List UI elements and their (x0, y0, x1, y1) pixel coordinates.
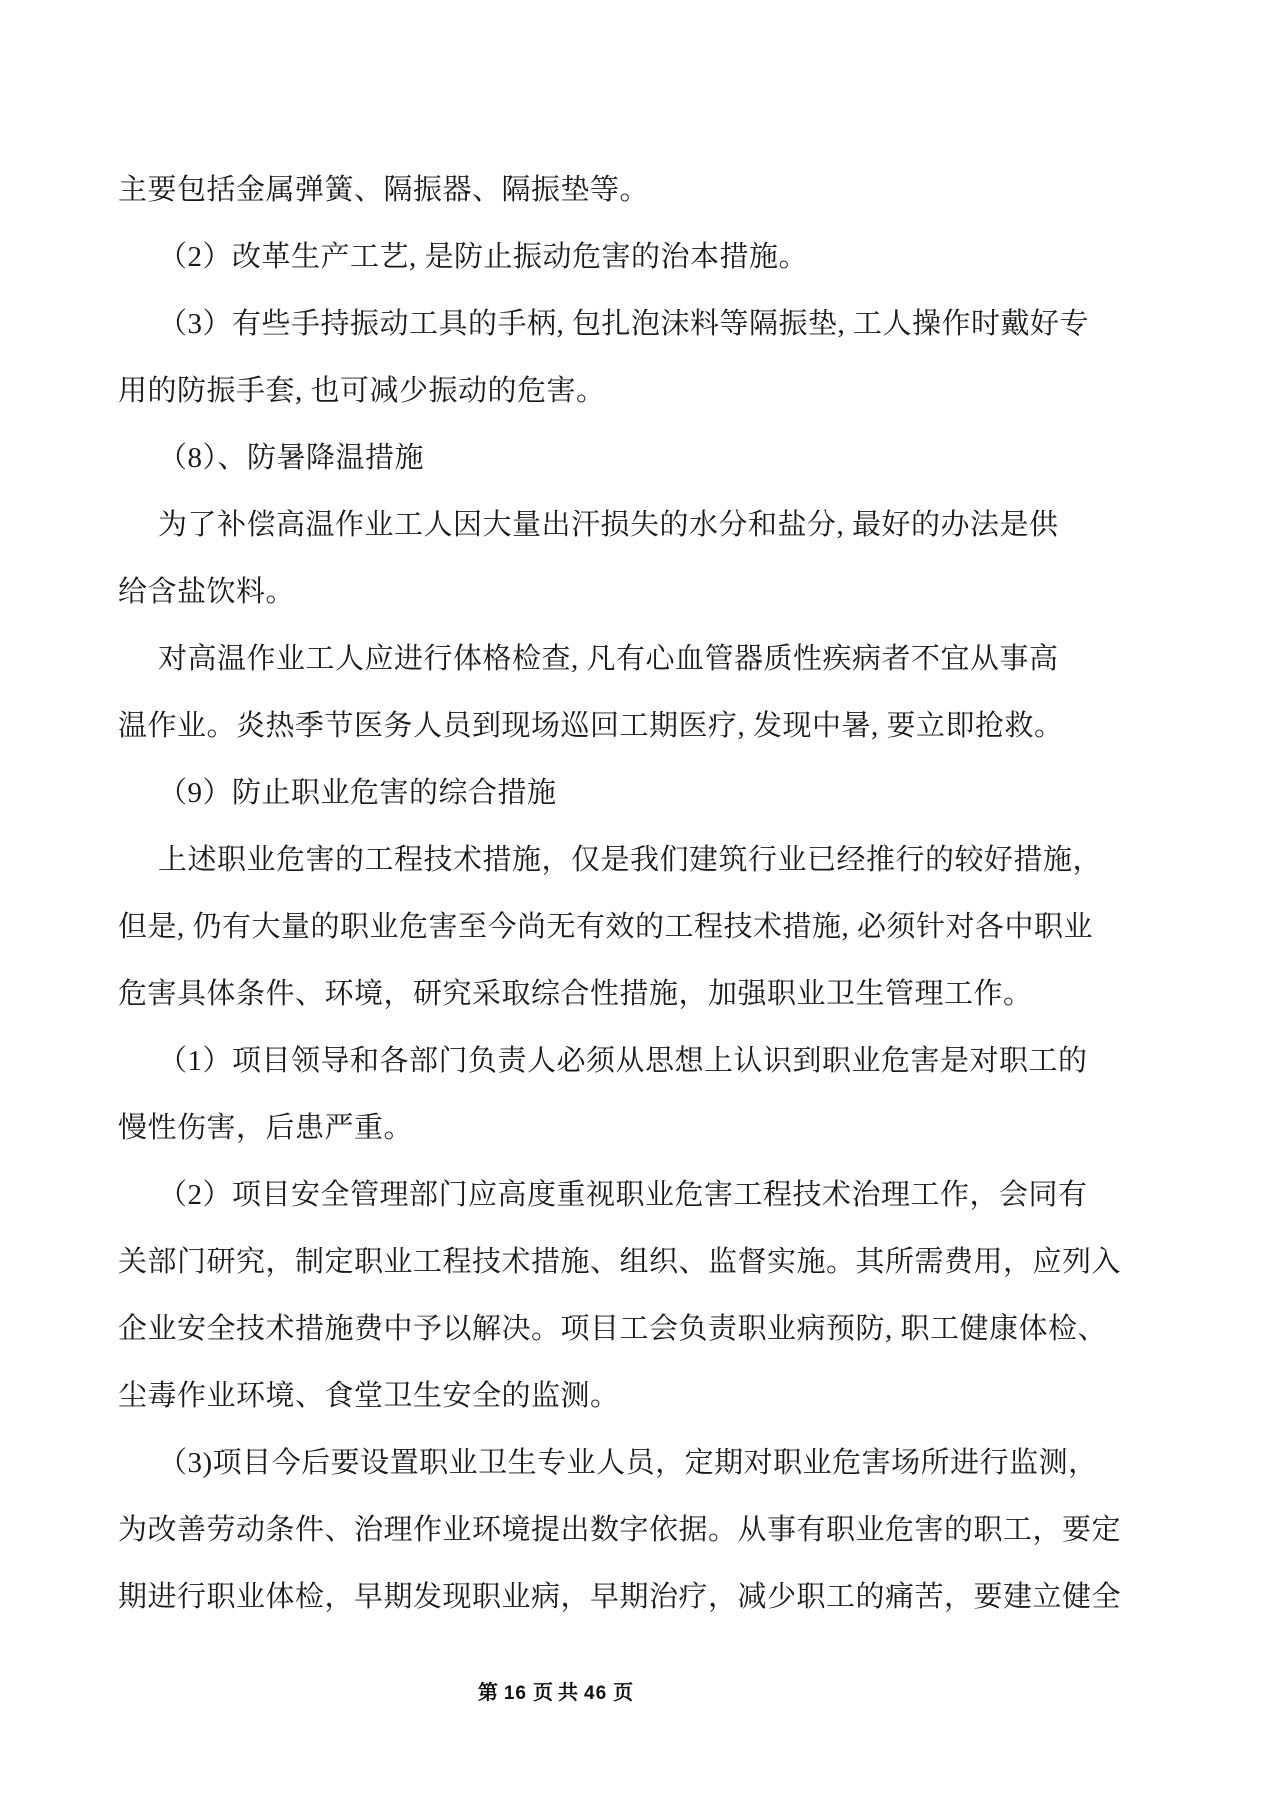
text-line: （2）改革生产工艺, 是防止振动危害的治本措施。 (158, 241, 809, 273)
text-line: （2）项目安全管理部门应高度重视职业危害工程技术治理工作，会同有 (158, 1179, 1088, 1211)
document-body (118, 157, 1122, 1631)
text-line: （1）项目领导和各部门负责人必须从思想上认识到职业危害是对职工的 (158, 1045, 1088, 1077)
text-line: 企业安全技术措施费中予以解决。项目工会负责职业病预防, 职工健康体检、 (118, 1313, 1108, 1345)
text-line: 为改善劳动条件、治理作业环境提出数字依据。从事有职业危害的职工，要定 (118, 1514, 1122, 1546)
text-line: 对高温作业工人应进行体格检查, 凡有心血管器质性疾病者不宜从事高 (158, 643, 1059, 675)
text-line: 上述职业危害的工程技术措施，仅是我们建筑行业已经推行的较好措施， (158, 844, 1103, 876)
text-line: 但是, 仍有大量的职业危害至今尚无有效的工程技术措施, 必须针对各中职业 (118, 911, 1094, 943)
text-line: 主要包括金属弹簧、隔振器、隔振垫等。 (118, 174, 650, 206)
footer-label-prefix: 第 (477, 1682, 498, 1704)
text-line: 为了补偿高温作业工人因大量出汗损失的水分和盐分, 最好的办法是供 (158, 509, 1059, 541)
text-line: 关部门研究，制定职业工程技术措施、组织、监督实施。其所需费用，应列入 (118, 1246, 1122, 1278)
text-line: 温作业。炎热季节医务人员到现场巡回工期医疗, 发现中暑, 要立即抢救。 (118, 710, 1064, 742)
footer-page-current: 16 (503, 1683, 527, 1704)
text-line: 危害具体条件、环境，研究采取综合性措施，加强职业卫生管理工作。 (118, 978, 1033, 1010)
footer-page-total: 46 (584, 1683, 608, 1704)
text-line: 给含盐饮料。 (118, 576, 296, 608)
text-line: （9）防止职业危害的综合措施 (158, 777, 557, 809)
page-footer (118, 1678, 993, 1709)
text-line: （3)项目今后要设置职业卫生专业人员，定期对职业危害场所进行监测， (158, 1447, 1098, 1479)
text-line: （8）、防暑降温措施 (158, 442, 425, 474)
text-line: 慢性伤害，后患严重。 (118, 1112, 414, 1144)
text-line: 期进行职业体检，早期发现职业病，早期治疗，减少职工的痛苦，要建立健全 (118, 1581, 1122, 1613)
text-line: 尘毒作业环境、食堂卫生安全的监测。 (118, 1380, 620, 1412)
footer-label-middle: 页 共 (533, 1682, 578, 1704)
footer-label-suffix: 页 (613, 1682, 634, 1704)
text-line: （3）有些手持振动工具的手柄, 包扎泡沫料等隔振垫, 工人操作时戴好专 (158, 308, 1090, 340)
text-line: 用的防振手套, 也可减少振动的危害。 (118, 375, 606, 407)
